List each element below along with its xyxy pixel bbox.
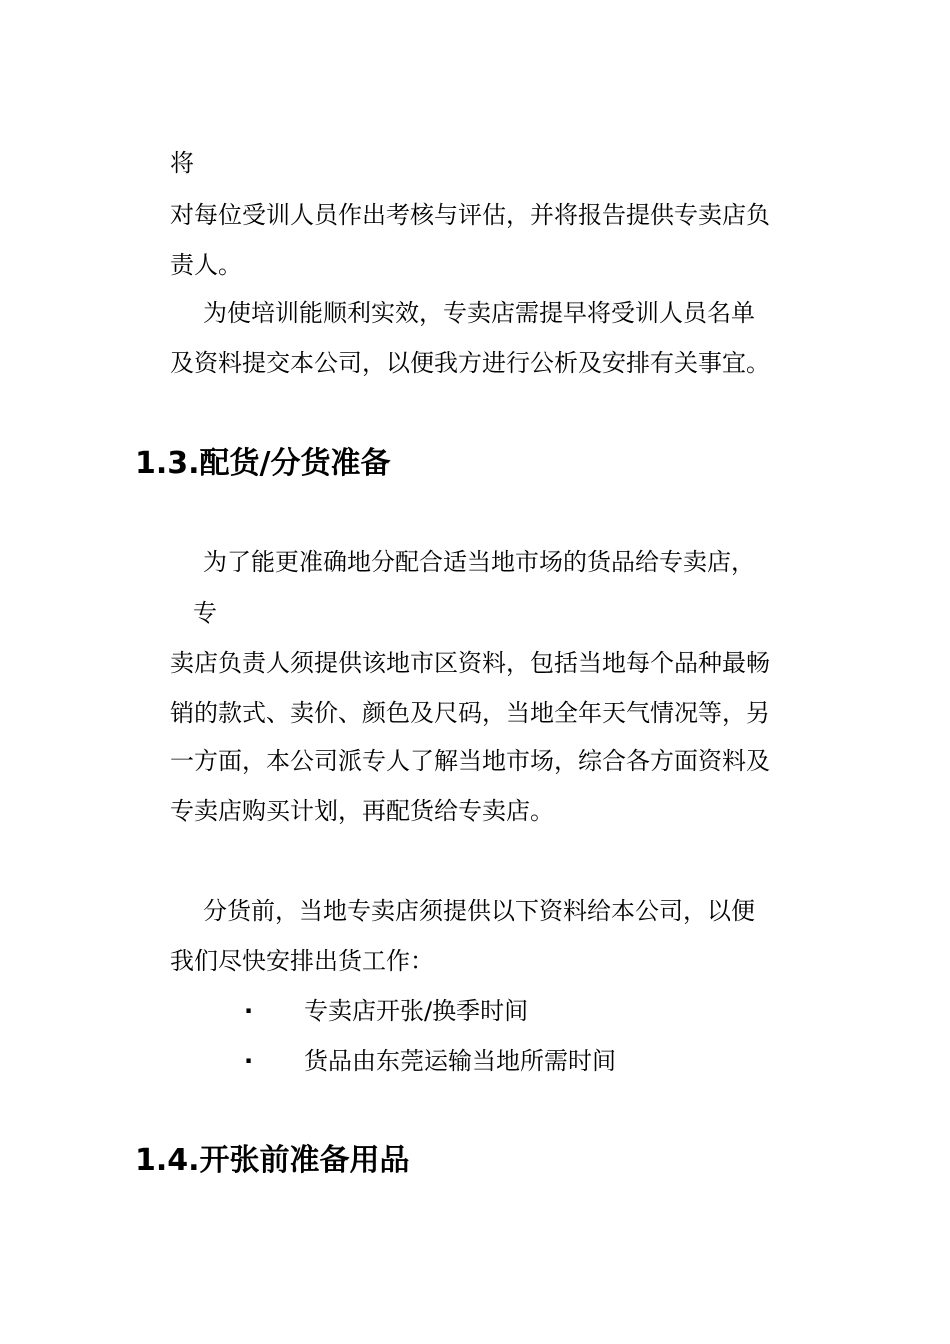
paragraph-line: 销的款式、卖价、颜色及尺码，当地全年天气情况等，另 <box>170 699 770 727</box>
bullet-text: 专卖店开张/换季时间 <box>304 997 529 1025</box>
paragraph-line: 我们尽快安排出货工作： <box>170 947 434 975</box>
paragraph-line: 及资料提交本公司，以便我方进行公析及安排有关事宜。 <box>170 349 770 377</box>
section-heading-1-3: 1.3.配货/分货准备 <box>135 446 391 481</box>
paragraph-line: 为了能更准确地分配合适当地市场的货品给专卖店， <box>203 548 755 576</box>
paragraph-line: 将 <box>170 149 194 177</box>
bullet-dot-icon: · <box>244 1047 254 1075</box>
bullet-item <box>244 996 528 1026</box>
bullet-item <box>244 1046 616 1076</box>
paragraph-line: 为使培训能顺利实效，专卖店需提早将受训人员名单 <box>203 299 755 327</box>
paragraph-line: 分货前，当地专卖店须提供以下资料给本公司，以便 <box>203 897 755 925</box>
paragraph-line: 一方面，本公司派专人了解当地市场，综合各方面资料及 <box>170 747 770 775</box>
paragraph-line: 专卖店购买计划，再配货给专卖店。 <box>170 797 554 825</box>
paragraph-line: 对每位受训人员作出考核与评估，并将报告提供专卖店负 <box>170 201 770 229</box>
section-heading-1-4: 1.4.开张前准备用品 <box>135 1143 410 1178</box>
bullet-text: 货品由东莞运输当地所需时间 <box>304 1047 616 1075</box>
paragraph-line: 责人。 <box>170 251 242 279</box>
paragraph-line: 专 <box>193 599 217 627</box>
bullet-dot-icon: · <box>244 997 254 1025</box>
paragraph-line: 卖店负责人须提供该地市区资料，包括当地每个品种最畅 <box>170 649 770 677</box>
